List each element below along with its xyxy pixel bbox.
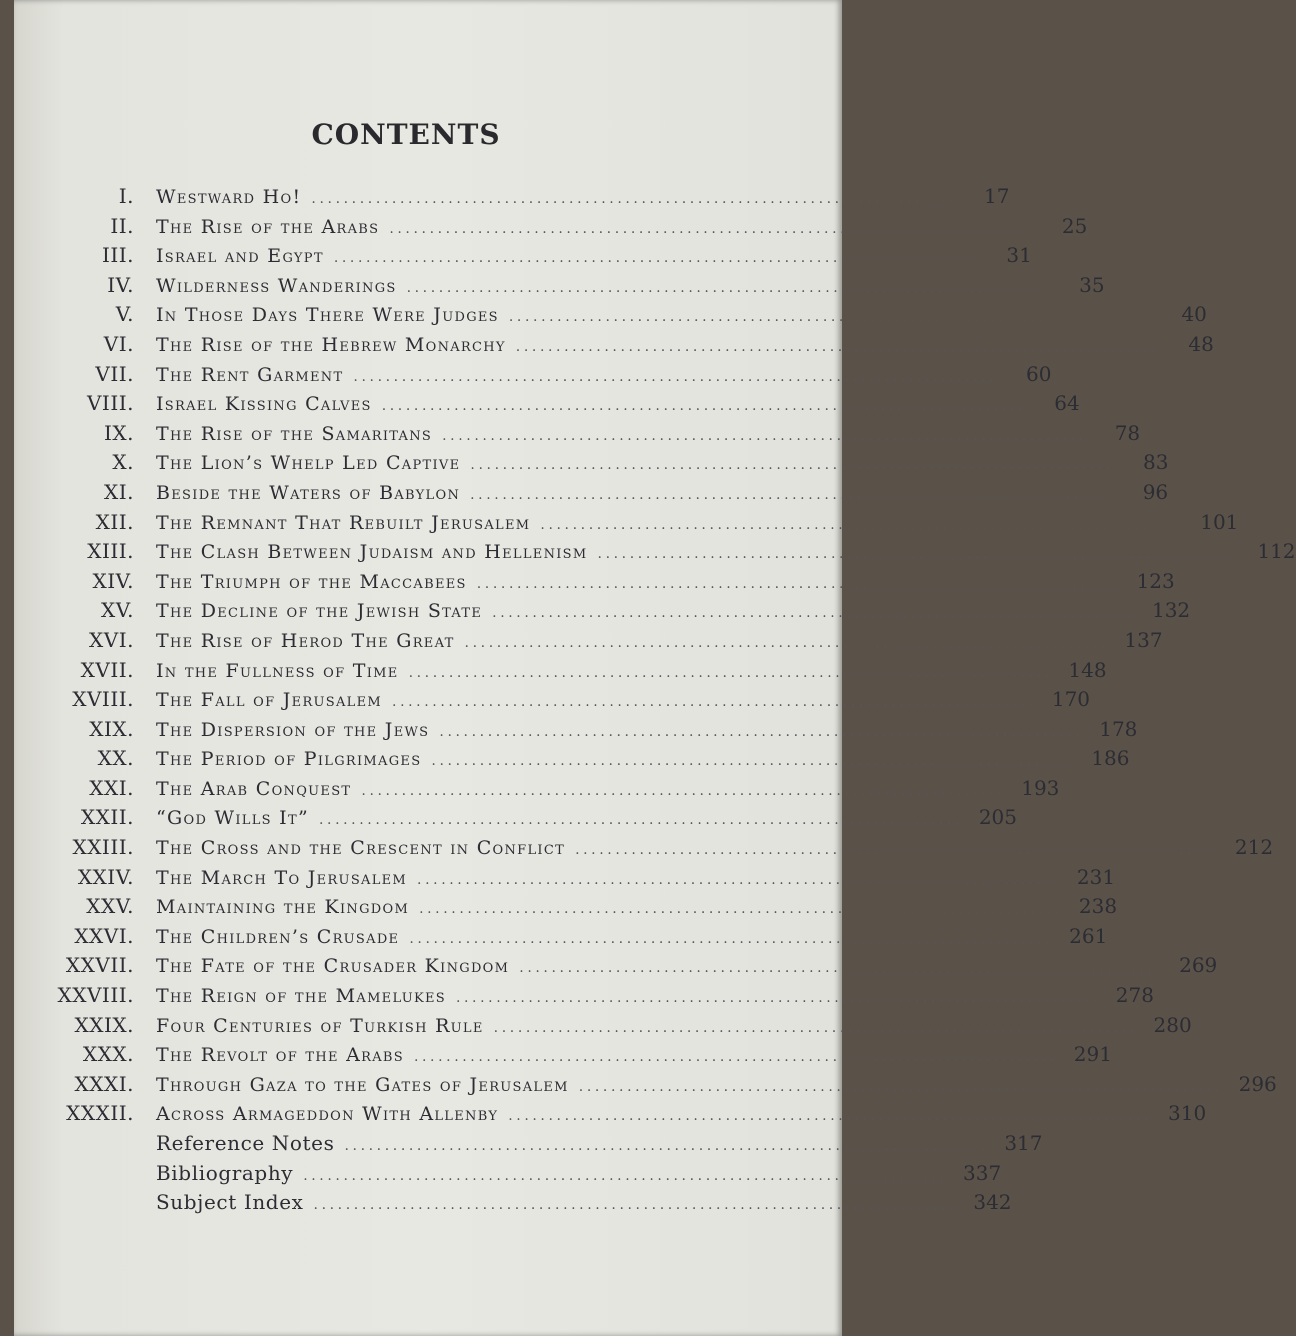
- chapter-number: V.: [115, 302, 134, 327]
- chapter-title: Subject Index: [156, 1190, 304, 1215]
- dot-leader: ................................................................................: [470, 486, 1115, 503]
- chapter-number: VII.: [95, 361, 134, 386]
- toc-entry: [14, 805, 1017, 835]
- chapter-title: The Triumph of the Maccabees: [156, 570, 467, 593]
- dot-leader: ................................................................................: [353, 368, 998, 385]
- toc-entry: [14, 1160, 1002, 1191]
- chapter-title: The Rise of the Hebrew Monarchy: [156, 333, 506, 356]
- chapter-number: XVI.: [89, 627, 134, 652]
- chapter-title: The Children’s Crusade: [156, 925, 400, 948]
- dot-leader: ................................................................................: [303, 1167, 948, 1184]
- toc-entry: [14, 835, 1274, 865]
- page-number: 212: [1234, 835, 1274, 860]
- toc-entry: [14, 598, 1191, 628]
- chapter-number: II.: [110, 213, 134, 238]
- dot-leader: ................................................................................: [470, 457, 1115, 474]
- dot-leader: ................................................................................: [493, 1019, 1138, 1036]
- dot-leader: ................................................................................: [381, 398, 1026, 415]
- page-number: 205: [978, 805, 1017, 830]
- page-number: 296: [1238, 1071, 1277, 1096]
- dot-leader: ................................................................................: [540, 516, 1185, 533]
- page-number: 60: [1025, 361, 1052, 386]
- dot-leader: ................................................................................: [311, 191, 956, 207]
- chapter-title: The Remnant That Rebuilt Jerusalem: [156, 511, 531, 534]
- dot-leader: ................................................................................: [344, 1138, 989, 1154]
- table-of-contents: [14, 184, 1296, 1220]
- chapter-title: Westward Ho!: [156, 186, 302, 208]
- page-number: 40: [1181, 302, 1207, 327]
- chapter-title: The Revolt of the Arabs: [156, 1044, 404, 1067]
- toc-entry: [14, 450, 1169, 480]
- chapter-number: XXX.: [82, 1042, 134, 1067]
- chapter-title: The March To Jerusalem: [156, 866, 408, 889]
- chapter-number: XXXII.: [66, 1101, 134, 1126]
- page-number: 112: [1257, 539, 1296, 564]
- chapter-title: Bibliography: [156, 1160, 294, 1185]
- chapter-title: Wilderness Wanderings: [156, 274, 397, 297]
- chapter-title: Beside the Waters of Babylon: [156, 481, 461, 504]
- chapter-number: XIII.: [87, 539, 134, 564]
- page-number: 342: [973, 1190, 1012, 1215]
- chapter-number: XXII.: [80, 805, 134, 830]
- page-number: 231: [1076, 864, 1116, 889]
- page-number: 269: [1179, 953, 1218, 978]
- dot-leader: ................................................................................: [597, 546, 1242, 563]
- toc-entry: [14, 983, 1154, 1013]
- page-number: 35: [1079, 272, 1105, 297]
- dot-leader: ................................................................................: [575, 842, 1220, 859]
- chapter-number: III.: [101, 243, 134, 268]
- dot-leader: ................................................................................: [508, 1108, 1153, 1125]
- chapter-number: XXVII.: [65, 953, 134, 978]
- chapter-title: In Those Days There Were Judges: [156, 304, 499, 327]
- dot-leader: ................................................................................: [389, 220, 1034, 237]
- page-number: 31: [1006, 243, 1032, 268]
- toc-entry: [14, 539, 1296, 569]
- dot-leader: ................................................................................: [408, 664, 1053, 681]
- dot-leader: ................................................................................: [413, 1049, 1058, 1066]
- toc-entry: [14, 302, 1207, 332]
- chapter-number: XXVIII.: [57, 983, 134, 1008]
- chapter-title: The Decline of the Jewish State: [156, 600, 483, 623]
- dot-leader: ................................................................................: [578, 1078, 1223, 1095]
- dot-leader: ................................................................................: [455, 990, 1100, 1007]
- chapter-title: The Rent Garment: [156, 363, 344, 386]
- page-number: 193: [1021, 775, 1060, 800]
- page-number: 186: [1091, 746, 1130, 771]
- chapter-title: Four Centuries of Turkish Rule: [156, 1014, 484, 1037]
- book-page: [14, 0, 1296, 1336]
- dot-leader: ................................................................................: [492, 605, 1137, 622]
- chapter-title: The Rise of the Samaritans: [156, 422, 433, 445]
- toc-entry: [14, 627, 1163, 658]
- dot-leader: ................................................................................: [515, 338, 1160, 355]
- page-number: 310: [1168, 1101, 1207, 1126]
- chapter-title: The Rise of Herod The Great: [156, 629, 455, 652]
- toc-entry: [14, 1101, 1207, 1131]
- page-number: 317: [1004, 1131, 1043, 1155]
- chapter-number: VIII.: [86, 391, 134, 416]
- page-number: 280: [1153, 1012, 1192, 1037]
- chapter-title: The Fate of the Crusader Kingdom: [156, 955, 510, 978]
- chapter-number: IV.: [107, 272, 134, 297]
- chapter-number: XVII.: [80, 657, 134, 682]
- toc-entry: [14, 1012, 1192, 1043]
- toc-entry: [14, 716, 1138, 747]
- toc-entry: [14, 657, 1107, 688]
- chapter-title: The Lion’s Whelp Led Captive: [156, 452, 461, 475]
- page-number: 132: [1151, 598, 1191, 623]
- dot-leader: ................................................................................: [313, 1197, 958, 1214]
- chapter-number: XXIV.: [77, 864, 134, 889]
- page-number: 17: [983, 184, 1010, 208]
- chapter-title: The Reign of the Mamelukes: [156, 985, 446, 1008]
- chapter-title: The Dispersion of the Jews: [156, 718, 430, 741]
- toc-entry: [14, 1042, 1112, 1072]
- chapter-number: XXIX.: [74, 1012, 134, 1037]
- toc-entry: [14, 923, 1108, 954]
- page-number: 337: [963, 1160, 1002, 1185]
- page-number: 64: [1054, 391, 1080, 416]
- chapter-number: XXV.: [86, 894, 134, 919]
- dot-leader: ................................................................................: [476, 575, 1121, 592]
- dot-leader: ................................................................................: [392, 694, 1037, 711]
- chapter-title: Israel Kissing Calves: [156, 393, 372, 416]
- chapter-number: XV.: [100, 598, 134, 623]
- page-number: 278: [1115, 983, 1154, 1008]
- toc-entry: [14, 509, 1239, 540]
- dot-leader: ................................................................................: [442, 427, 1087, 444]
- toc-entry: [14, 894, 1118, 924]
- contents-heading: CONTENTS: [311, 118, 501, 151]
- chapter-number: XVIII.: [72, 687, 134, 712]
- page-number: 148: [1068, 657, 1107, 682]
- toc-entry: [14, 391, 1080, 421]
- toc-entry: [14, 687, 1091, 717]
- chapter-title: “God Wills It”: [156, 807, 309, 830]
- toc-entry: [14, 864, 1116, 895]
- toc-entry: [14, 775, 1060, 806]
- chapter-number: I.: [118, 184, 134, 208]
- toc-entry: [14, 479, 1169, 510]
- chapter-number: XX.: [97, 746, 134, 771]
- chapter-number: XII.: [95, 509, 134, 534]
- dot-leader: ................................................................................: [333, 250, 978, 267]
- chapter-title: The Cross and the Crescent in Conflict: [156, 837, 566, 860]
- chapter-title: The Clash Between Judaism and Hellenism: [156, 541, 588, 564]
- page-number: 137: [1124, 627, 1163, 652]
- chapter-title: Across Armageddon With Allenby: [156, 1103, 499, 1126]
- chapter-title: Maintaining the Kingdom: [156, 896, 410, 919]
- dot-leader: ................................................................................: [417, 871, 1062, 888]
- dot-leader: ................................................................................: [409, 930, 1054, 947]
- toc-entry: [14, 243, 1032, 273]
- dot-leader: ................................................................................: [406, 279, 1051, 296]
- page-number: 25: [1061, 213, 1088, 238]
- chapter-title: The Rise of the Arabs: [156, 215, 380, 238]
- page-number: 96: [1142, 479, 1169, 504]
- page-number: 170: [1051, 687, 1091, 712]
- page-number: 48: [1188, 331, 1214, 356]
- chapter-number: XXVI.: [74, 923, 134, 948]
- toc-entry: [14, 953, 1218, 983]
- toc-entry: [14, 361, 1052, 392]
- toc-entry: [14, 420, 1141, 451]
- chapter-number: XXI.: [89, 775, 134, 800]
- dot-leader: ................................................................................: [431, 753, 1076, 770]
- toc-entry: [14, 213, 1088, 244]
- page-number: 238: [1078, 894, 1118, 919]
- page-number: 178: [1099, 716, 1138, 741]
- chapter-number: IX.: [104, 420, 134, 445]
- chapter-title: In the Fullness of Time: [156, 659, 399, 682]
- chapter-title: Israel and Egypt: [156, 245, 324, 268]
- toc-entry: [14, 1071, 1277, 1102]
- toc-entry: [14, 1190, 1012, 1220]
- dot-leader: ................................................................................: [419, 901, 1064, 918]
- dot-leader: ................................................................................: [508, 309, 1153, 326]
- dot-leader: ................................................................................: [464, 634, 1109, 651]
- dot-leader: ................................................................................: [318, 812, 963, 829]
- page-number: 78: [1114, 420, 1141, 445]
- dot-leader: ................................................................................: [519, 960, 1164, 977]
- page-number: 123: [1136, 568, 1175, 593]
- chapter-number: XXXI.: [74, 1071, 134, 1096]
- chapter-number: XI.: [104, 479, 134, 504]
- page-number: 291: [1073, 1042, 1112, 1067]
- toc-entry: [14, 568, 1175, 599]
- chapter-title: Through Gaza to the Gates of Jerusalem: [156, 1073, 569, 1096]
- chapter-number: XIV.: [92, 568, 134, 593]
- chapter-title: The Arab Conquest: [156, 777, 352, 800]
- page-number: 261: [1069, 923, 1108, 948]
- page-number: 83: [1142, 450, 1169, 475]
- chapter-title: Reference Notes: [156, 1131, 335, 1155]
- toc-entry: [14, 1131, 1043, 1161]
- toc-entry: [14, 184, 1010, 214]
- dot-leader: ................................................................................: [439, 723, 1084, 740]
- chapter-number: XIX.: [89, 716, 134, 741]
- toc-entry: [14, 272, 1105, 303]
- page-number: 101: [1200, 509, 1239, 534]
- chapter-number: XXIII.: [72, 835, 134, 860]
- toc-entry: [14, 746, 1130, 776]
- dot-leader: ................................................................................: [361, 782, 1006, 799]
- chapter-title: The Fall of Jerusalem: [156, 689, 383, 712]
- chapter-number: X.: [112, 450, 134, 475]
- toc-entry: [14, 331, 1214, 362]
- chapter-number: VI.: [103, 331, 134, 356]
- chapter-title: The Period of Pilgrimages: [156, 748, 422, 771]
